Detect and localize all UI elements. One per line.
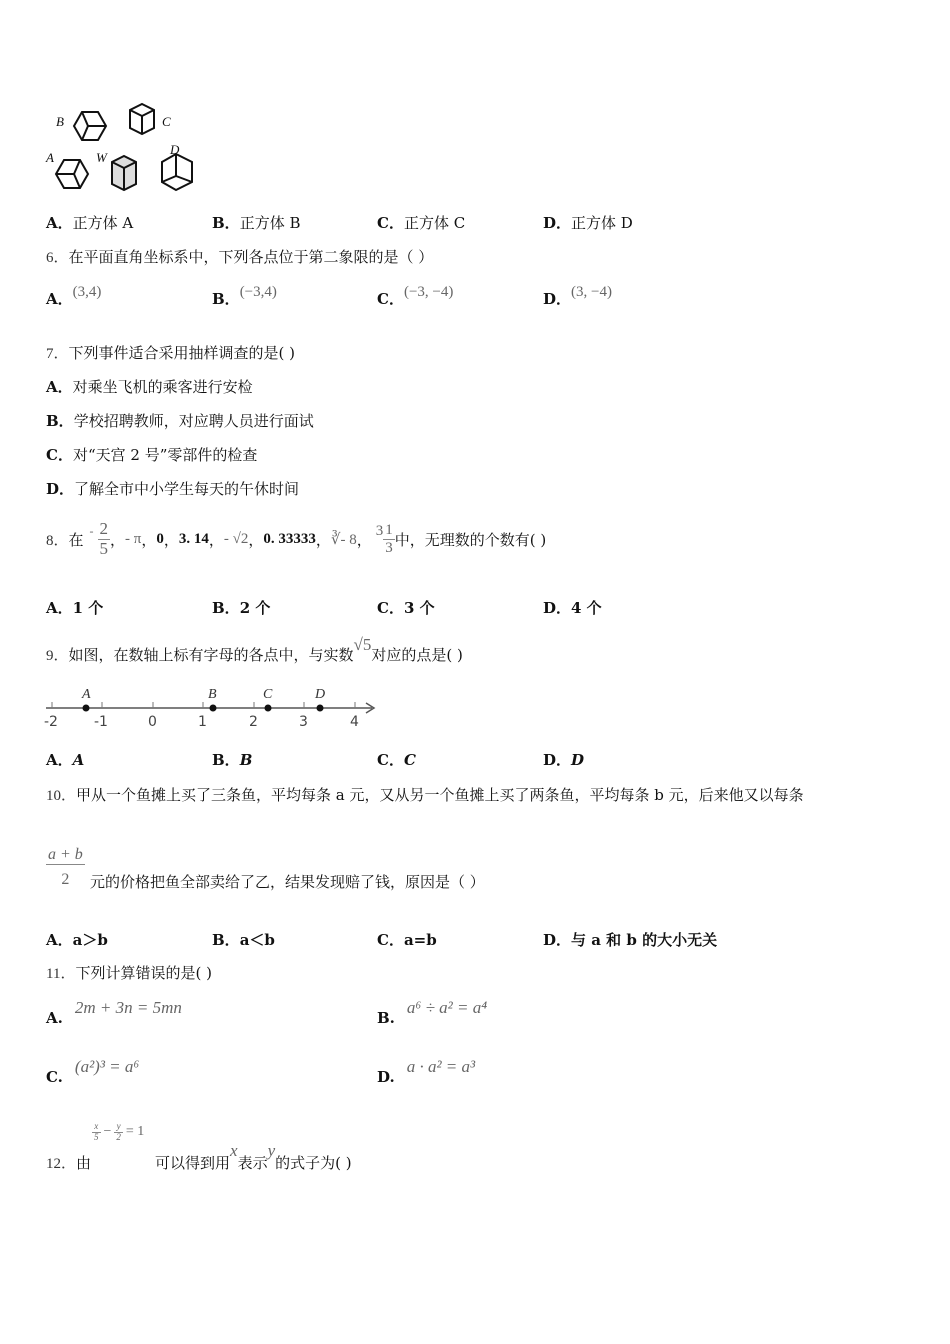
option-text: 1 个	[72, 599, 104, 617]
option-letter: A．	[46, 214, 73, 232]
question-number: 7．	[46, 346, 69, 362]
q5-option-c[interactable]	[377, 212, 465, 233]
denominator: 5	[94, 1131, 99, 1142]
q7-option-d[interactable]	[46, 478, 299, 499]
denominator: 2	[46, 864, 85, 889]
option-letter: B．	[212, 931, 240, 949]
q9-stem	[46, 635, 463, 665]
q10-fraction	[46, 846, 85, 888]
math-var-y: y	[267, 1141, 276, 1160]
option-letter: C．	[46, 446, 73, 464]
question-text: 的式子为( )	[275, 1154, 352, 1172]
q10-option-d[interactable]	[543, 929, 717, 950]
svg-text:B: B	[208, 687, 217, 702]
separator: ，	[315, 530, 331, 549]
q8-option-b[interactable]	[212, 597, 270, 618]
separator: ，	[110, 530, 126, 549]
option-text: 学校招聘教师，对应聘人员进行面试	[73, 412, 314, 430]
q7-option-c[interactable]	[46, 444, 257, 465]
math-neg-pi: - π	[125, 530, 142, 547]
q10-stem-line1	[46, 784, 804, 805]
option-text: 对乘坐飞机的乘客进行安检	[72, 378, 253, 396]
mixed-whole: 3	[375, 522, 384, 539]
q8-option-a[interactable]	[46, 597, 103, 618]
question-text: 对应的点是( )	[371, 646, 463, 664]
option-letter: D．	[46, 480, 75, 498]
denominator: 3	[385, 539, 393, 556]
option-letter: B．	[212, 599, 240, 617]
option-text: a＜b	[239, 931, 275, 949]
q7-option-a[interactable]	[46, 376, 253, 397]
svg-text:3: 3	[299, 714, 308, 730]
svg-text:C: C	[263, 687, 273, 702]
q6-option-d[interactable]	[543, 284, 612, 309]
math-repeating: 0. 33333	[263, 530, 316, 547]
question-number: 10．	[46, 788, 77, 804]
svg-text:D: D	[170, 142, 180, 157]
math-3-14: 3. 14	[178, 530, 209, 547]
cubes-diagram-icon	[44, 100, 204, 196]
separator: ，	[141, 530, 157, 549]
question-text: 表示	[237, 1154, 268, 1172]
q11-option-d[interactable]	[377, 1057, 476, 1087]
option-letter: B.	[377, 1009, 395, 1027]
question-number: 8．	[46, 532, 69, 549]
question-text: 由	[76, 1154, 92, 1172]
option-text: 正方体 A	[72, 214, 134, 232]
fraction-neg-two-fifths	[98, 520, 111, 558]
option-letter: C．	[377, 751, 404, 769]
q11-option-a[interactable]	[46, 998, 182, 1028]
q5-option-a[interactable]	[46, 212, 133, 233]
svg-text:C: C	[162, 114, 171, 129]
svg-text:A: A	[46, 150, 54, 165]
question-text: 甲从一个鱼摊上买了三条鱼，平均每条 a 元，又从另一个鱼摊上买了两条鱼，平均每条 b 元，后来他又以每条	[76, 786, 804, 804]
option-text: (−3,4)	[239, 284, 277, 300]
q9-option-b[interactable]	[212, 749, 252, 770]
option-text: a＞b	[72, 931, 108, 949]
q7-option-b[interactable]	[46, 410, 314, 431]
option-text: 正方体 D	[571, 214, 633, 232]
option-text: (3, −4)	[571, 284, 612, 300]
question-text: 元的价格把鱼全部卖给了乙，结果发现赔了钱，原因是（ ）	[90, 873, 485, 891]
math-neg-sqrt2: - √2	[223, 530, 249, 547]
svg-text:1: 1	[198, 714, 207, 730]
separator: ，	[163, 530, 179, 549]
question-text: 中，无理数的个数有( )	[394, 530, 547, 549]
q5-option-d[interactable]	[543, 212, 633, 233]
q6-option-c[interactable]	[377, 284, 454, 309]
option-letter: D．	[543, 214, 572, 232]
svg-text:0: 0	[148, 714, 157, 730]
math-zero: 0	[156, 530, 164, 547]
number-line-diagram-icon	[44, 682, 380, 734]
option-text: 2 个	[239, 599, 271, 617]
numerator: y	[116, 1121, 121, 1131]
numerator: 1	[385, 522, 393, 538]
option-text: (−3, −4)	[403, 284, 454, 300]
svg-text:-2: -2	[44, 714, 58, 730]
option-expr: (a²)³ = a⁶	[74, 1057, 140, 1076]
option-text: C	[403, 751, 416, 769]
math-cbrt-neg8: ∛- 8	[330, 531, 357, 548]
q10-option-c[interactable]	[377, 929, 437, 950]
q9-option-d[interactable]	[543, 749, 584, 770]
question-text: 在平面直角坐标系中，下列各点位于第二象限的是（ ）	[68, 248, 434, 266]
question-text: 下列计算错误的是( )	[75, 964, 212, 982]
q6-option-b[interactable]	[212, 284, 277, 309]
option-text: 对“天宫 2 号”零部件的检查	[72, 446, 258, 464]
option-letter: D．	[543, 931, 572, 949]
question-text: 下列事件适合采用抽样调查的是( )	[68, 344, 295, 362]
math-sqrt5: √5	[353, 635, 372, 654]
numerator: x	[94, 1121, 99, 1131]
numerator: 2	[99, 518, 109, 538]
separator: ，	[356, 530, 372, 549]
option-text: (3,4)	[72, 284, 102, 300]
question-number: 9．	[46, 648, 69, 664]
q8-option-c[interactable]	[377, 597, 435, 618]
option-letter: B．	[212, 751, 240, 769]
option-letter: B．	[46, 412, 74, 430]
option-letter: C．	[377, 931, 404, 949]
option-text: 正方体 B	[239, 214, 301, 232]
q10-stem-line2	[90, 871, 485, 892]
question-text: 在	[68, 530, 84, 549]
option-letter: C.	[46, 1068, 63, 1086]
option-text: B	[239, 751, 253, 769]
option-text: D	[571, 751, 585, 769]
svg-text:B: B	[56, 114, 64, 129]
svg-text:D: D	[315, 687, 326, 702]
option-letter: B．	[212, 290, 240, 308]
separator: ，	[208, 530, 224, 549]
option-letter: A．	[46, 931, 73, 949]
q9-option-a[interactable]	[46, 749, 84, 770]
q10-option-b[interactable]	[212, 929, 275, 950]
option-letter: A．	[46, 751, 73, 769]
number-line	[44, 682, 380, 734]
svg-text:-1: -1	[94, 714, 108, 730]
question-number: 11．	[46, 966, 76, 982]
q8-stem	[46, 514, 546, 564]
question-number: 6．	[46, 250, 69, 266]
option-text: 4 个	[571, 599, 602, 617]
denominator: 5	[99, 538, 109, 558]
option-text: a=b	[403, 931, 437, 949]
mixed-fraction	[383, 522, 395, 556]
option-letter: D．	[543, 599, 572, 617]
option-text: 与 a 和 b 的大小无关	[571, 931, 718, 949]
question-text: 可以得到用	[155, 1154, 231, 1172]
q5-option-b[interactable]	[212, 212, 300, 233]
option-letter: C．	[377, 599, 404, 617]
q12-equation	[92, 1122, 144, 1143]
math-minus: −	[103, 1124, 112, 1140]
option-letter: C．	[377, 214, 404, 232]
option-letter: A．	[46, 599, 73, 617]
option-expr: a · a² = a³	[406, 1057, 476, 1076]
q6-stem	[46, 246, 433, 267]
math-sign: -	[89, 523, 94, 538]
option-expr: a⁶ ÷ a² = a⁴	[406, 998, 488, 1017]
svg-text:2: 2	[249, 714, 258, 730]
cube-figure	[44, 100, 204, 196]
q11-option-b[interactable]	[377, 998, 488, 1028]
option-expr: 2m + 3n = 5mn	[74, 998, 182, 1017]
svg-text:4: 4	[350, 714, 359, 730]
q7-stem	[46, 342, 295, 363]
question-number: 12．	[46, 1156, 77, 1172]
q11-stem	[46, 962, 212, 983]
option-letter: A．	[46, 378, 73, 396]
svg-text:A: A	[82, 687, 91, 702]
question-text: 如图，在数轴上标有字母的各点中，与实数	[68, 646, 354, 664]
option-text: 正方体 C	[403, 214, 466, 232]
option-text: A	[72, 751, 85, 769]
separator: ，	[248, 530, 264, 549]
math-rhs: = 1	[125, 1124, 145, 1140]
option-letter: A.	[46, 1009, 63, 1027]
q11-option-c[interactable]	[46, 1057, 140, 1087]
option-letter: C．	[377, 290, 404, 308]
q8-option-d[interactable]	[543, 597, 602, 618]
numerator: a + b	[48, 846, 83, 863]
q9-option-c[interactable]	[377, 749, 416, 770]
q12-stem	[46, 1141, 352, 1173]
q6-option-a[interactable]	[46, 284, 102, 309]
option-text: 了解全市中小学生每天的午休时间	[74, 480, 300, 498]
option-letter: D.	[377, 1068, 395, 1086]
denominator: 2	[116, 1131, 121, 1142]
svg-text:W: W	[96, 150, 107, 165]
option-letter: D．	[543, 751, 572, 769]
option-letter: A．	[46, 290, 73, 308]
option-letter: D．	[543, 290, 572, 308]
option-letter: B．	[212, 214, 240, 232]
q10-option-a[interactable]	[46, 929, 108, 950]
math-var-x: x	[230, 1141, 238, 1160]
option-text: 3 个	[403, 599, 435, 617]
